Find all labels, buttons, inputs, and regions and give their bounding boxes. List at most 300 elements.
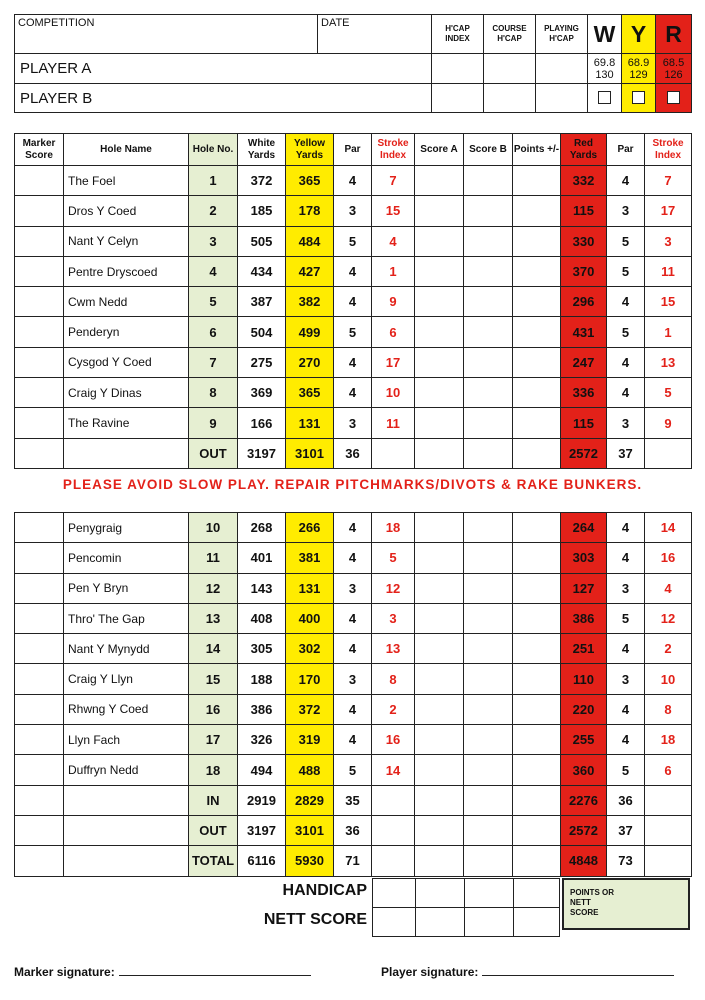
front-nine-rows [15, 166, 692, 439]
total-score-a[interactable] [415, 846, 464, 876]
handicap-score-a[interactable] [416, 879, 465, 908]
score-a-cell[interactable] [415, 573, 464, 603]
total-points[interactable] [513, 785, 561, 815]
white-yards: 275 [238, 347, 286, 377]
stroke-index: 11 [372, 408, 415, 438]
marker-score-cell[interactable] [15, 317, 64, 347]
col-score-b: Score B [464, 134, 513, 166]
white-yards: 143 [238, 573, 286, 603]
par: 5 [334, 317, 372, 347]
points-cell[interactable] [513, 725, 561, 755]
white-yards: 268 [238, 513, 286, 543]
hole-name: The Foel [64, 166, 189, 196]
player-a-course-hcap[interactable] [484, 54, 536, 84]
red-par: 3 [607, 573, 645, 603]
total-label: TOTAL [189, 846, 238, 876]
tee-yellow-checkbox-cell [622, 84, 656, 113]
total-score-b[interactable] [464, 785, 513, 815]
red-stroke-index: 9 [645, 408, 692, 438]
hole-row [15, 573, 692, 603]
red-par: 4 [607, 287, 645, 317]
red-par: 5 [607, 603, 645, 633]
total-score-a[interactable] [415, 785, 464, 815]
hole-name: Cwm Nedd [64, 287, 189, 317]
red-par: 4 [607, 543, 645, 573]
total-white-yards: 6116 [238, 846, 286, 876]
par: 4 [334, 694, 372, 724]
tee-red-letter [656, 15, 692, 54]
hole-number: 17 [189, 725, 238, 755]
player-a-playing-hcap[interactable] [536, 54, 588, 84]
nett-score-a[interactable] [416, 908, 465, 937]
red-par: 5 [607, 226, 645, 256]
red-par: 4 [607, 347, 645, 377]
hole-number: 15 [189, 664, 238, 694]
yellow-yards: 170 [286, 664, 334, 694]
hole-name: Nant Y Mynydd [64, 634, 189, 664]
score-b-cell[interactable] [464, 226, 513, 256]
out-white-yards: 3197 [238, 438, 286, 468]
red-par: 5 [607, 317, 645, 347]
par: 5 [334, 226, 372, 256]
hole-name: Pencomin [64, 543, 189, 573]
hole-number: 16 [189, 694, 238, 724]
player-signature [381, 964, 674, 979]
stroke-index: 10 [372, 378, 415, 408]
total-yellow-yards: 5930 [286, 846, 334, 876]
white-yards: 166 [238, 408, 286, 438]
points-cell[interactable] [513, 408, 561, 438]
red-yards: 303 [561, 543, 607, 573]
score-a-cell[interactable] [415, 543, 464, 573]
out-name-cell [64, 438, 189, 468]
hole-row [15, 378, 692, 408]
hole-name: Pentre Dryscoed [64, 256, 189, 286]
white-yards: 185 [238, 196, 286, 226]
score-a-cell[interactable] [415, 317, 464, 347]
hole-row [15, 347, 692, 377]
hole-row [15, 634, 692, 664]
tee-red-checkbox-cell [656, 84, 692, 113]
hole-number: 2 [189, 196, 238, 226]
score-b-cell[interactable] [464, 256, 513, 286]
score-b-cell[interactable] [464, 634, 513, 664]
total-label: IN [189, 785, 238, 815]
red-yards: 360 [561, 755, 607, 785]
col-points: Points +/- [513, 134, 561, 166]
hole-number: 1 [189, 166, 238, 196]
score-b-cell[interactable] [464, 196, 513, 226]
marker-score-cell[interactable] [15, 513, 64, 543]
red-stroke-index: 4 [645, 573, 692, 603]
score-b-cell[interactable] [464, 543, 513, 573]
total-par: 35 [334, 785, 372, 815]
red-yards: 220 [561, 694, 607, 724]
points-cell[interactable] [513, 287, 561, 317]
points-cell[interactable] [513, 317, 561, 347]
total-points[interactable] [513, 846, 561, 876]
player-header-table [14, 14, 692, 113]
playing-hcap-header: PLAYING H'CAP [536, 15, 588, 54]
red-stroke-index: 10 [645, 664, 692, 694]
hole-row [15, 513, 692, 543]
hole-number: 14 [189, 634, 238, 664]
total-score-a[interactable] [415, 815, 464, 845]
score-a-cell[interactable] [415, 196, 464, 226]
tee-red-slope: 126 [664, 68, 683, 81]
red-stroke-index: 14 [645, 513, 692, 543]
hole-number: 3 [189, 226, 238, 256]
hole-number: 8 [189, 378, 238, 408]
tee-yellow-rating [622, 54, 656, 84]
out-points[interactable] [513, 438, 561, 468]
out-label: OUT [189, 438, 238, 468]
player-b-name[interactable]: PLAYER B [15, 84, 432, 113]
hole-row [15, 603, 692, 633]
score-a-cell[interactable] [415, 408, 464, 438]
hole-name: Pen Y Bryn [64, 573, 189, 603]
points-cell[interactable] [513, 543, 561, 573]
red-yards: 127 [561, 573, 607, 603]
marker-score-cell[interactable] [15, 755, 64, 785]
score-b-cell[interactable] [464, 664, 513, 694]
tee-red-rating [656, 54, 692, 84]
score-b-cell[interactable] [464, 755, 513, 785]
tee-red-rating-value: 68.5 [662, 56, 685, 69]
points-cell[interactable] [513, 694, 561, 724]
hole-number: 12 [189, 573, 238, 603]
player-b-hcap-index[interactable] [432, 84, 484, 113]
red-yards: 264 [561, 513, 607, 543]
points-cell[interactable] [513, 634, 561, 664]
score-b-cell[interactable] [464, 603, 513, 633]
total-label: OUT [189, 815, 238, 845]
col-red-par: Par [607, 134, 645, 166]
score-b-cell[interactable] [464, 287, 513, 317]
red-stroke-index: 18 [645, 725, 692, 755]
score-b-cell[interactable] [464, 408, 513, 438]
par: 4 [334, 287, 372, 317]
red-stroke-index: 3 [645, 226, 692, 256]
score-a-cell[interactable] [415, 166, 464, 196]
white-yards: 401 [238, 543, 286, 573]
points-cell[interactable] [513, 166, 561, 196]
points-cell[interactable] [513, 755, 561, 785]
tee-red-checkbox[interactable] [667, 91, 680, 104]
tee-yellow-slope: 129 [629, 68, 648, 81]
out-marker-score[interactable] [15, 438, 64, 468]
total-row [15, 815, 692, 845]
score-a-cell[interactable] [415, 603, 464, 633]
score-b-cell[interactable] [464, 694, 513, 724]
yellow-yards: 365 [286, 166, 334, 196]
player-a-hcap-index[interactable] [432, 54, 484, 84]
competition-field[interactable] [15, 15, 318, 54]
marker-signature [14, 964, 311, 979]
stroke-index: 15 [372, 196, 415, 226]
total-red-yards: 2276 [561, 785, 607, 815]
points-cell[interactable] [513, 378, 561, 408]
hole-row [15, 408, 692, 438]
red-stroke-index: 15 [645, 287, 692, 317]
out-par: 36 [334, 438, 372, 468]
out-score-a[interactable] [415, 438, 464, 468]
hole-row [15, 725, 692, 755]
score-a-cell[interactable] [415, 378, 464, 408]
par: 3 [334, 573, 372, 603]
nett-score-b[interactable] [465, 908, 514, 937]
yellow-yards: 302 [286, 634, 334, 664]
marker-score-cell[interactable] [15, 664, 64, 694]
out-yellow-yards: 3101 [286, 438, 334, 468]
tee-white-checkbox[interactable] [598, 91, 611, 104]
par: 4 [334, 543, 372, 573]
red-par: 4 [607, 378, 645, 408]
white-yards: 369 [238, 378, 286, 408]
score-a-cell[interactable] [415, 256, 464, 286]
yellow-yards: 178 [286, 196, 334, 226]
total-score-b[interactable] [464, 815, 513, 845]
marker-signature-line[interactable] [119, 964, 311, 976]
red-par: 4 [607, 725, 645, 755]
points-cell[interactable] [513, 664, 561, 694]
par: 4 [334, 603, 372, 633]
stroke-index: 9 [372, 287, 415, 317]
tee-yellow-letter: Y [622, 15, 656, 54]
points-cell[interactable] [513, 226, 561, 256]
total-red-yards: 2572 [561, 815, 607, 845]
total-red-par: 73 [607, 846, 645, 876]
score-b-cell[interactable] [464, 513, 513, 543]
score-a-cell[interactable] [415, 725, 464, 755]
hcap-index-header: H'CAP INDEX [432, 15, 484, 54]
hole-name: Llyn Fach [64, 725, 189, 755]
stroke-index: 8 [372, 664, 415, 694]
yellow-yards: 266 [286, 513, 334, 543]
total-row [15, 846, 692, 876]
score-b-cell[interactable] [464, 317, 513, 347]
total-red-par: 36 [607, 785, 645, 815]
stroke-index: 14 [372, 755, 415, 785]
total-yellow-yards: 2829 [286, 785, 334, 815]
player-signature-line[interactable] [482, 964, 674, 976]
player-a-name[interactable]: PLAYER A [15, 54, 432, 84]
front-nine-table [14, 133, 692, 469]
score-a-cell[interactable] [415, 755, 464, 785]
white-yards: 387 [238, 287, 286, 317]
marker-score-cell[interactable] [15, 226, 64, 256]
total-score-b[interactable] [464, 846, 513, 876]
red-yards: 330 [561, 226, 607, 256]
marker-score-cell[interactable] [15, 196, 64, 226]
tee-white-checkbox-cell [588, 84, 622, 113]
score-a-cell[interactable] [415, 634, 464, 664]
date-label: DATE [321, 17, 350, 29]
tee-white-rating-value: 69.8 [593, 56, 616, 69]
red-stroke-index: 11 [645, 256, 692, 286]
white-yards: 494 [238, 755, 286, 785]
course-hcap-header: COURSE H'CAP [484, 15, 536, 54]
total-red-yards: 4848 [561, 846, 607, 876]
total-marker-score[interactable] [15, 785, 64, 815]
yellow-yards: 131 [286, 408, 334, 438]
white-yards: 188 [238, 664, 286, 694]
competition-label: COMPETITION [18, 17, 95, 29]
col-red-stroke-index: Stroke Index [645, 134, 692, 166]
points-or-nett-score-box[interactable] [562, 878, 690, 930]
handicap-stroke-cell[interactable] [373, 879, 416, 908]
score-a-cell[interactable] [415, 694, 464, 724]
score-b-cell[interactable] [464, 378, 513, 408]
points-cell[interactable] [513, 196, 561, 226]
stroke-index: 16 [372, 725, 415, 755]
tee-white-slope: 130 [595, 68, 614, 81]
red-stroke-index: 1 [645, 317, 692, 347]
red-yards: 247 [561, 347, 607, 377]
tee-yellow-checkbox[interactable] [632, 91, 645, 104]
red-par: 3 [607, 196, 645, 226]
date-field[interactable] [318, 15, 432, 54]
red-yards: 386 [561, 603, 607, 633]
par: 5 [334, 755, 372, 785]
total-points[interactable] [513, 815, 561, 845]
handicap-points[interactable] [514, 879, 560, 908]
handicap-nett-table [372, 878, 560, 937]
par: 3 [334, 196, 372, 226]
white-yards: 372 [238, 166, 286, 196]
yellow-yards: 400 [286, 603, 334, 633]
out-score-b[interactable] [464, 438, 513, 468]
score-a-cell[interactable] [415, 513, 464, 543]
score-b-cell[interactable] [464, 166, 513, 196]
yellow-yards: 427 [286, 256, 334, 286]
hole-number: 13 [189, 603, 238, 633]
total-marker-score[interactable] [15, 815, 64, 845]
col-hole-name: Hole Name [64, 134, 189, 166]
points-cell[interactable] [513, 256, 561, 286]
marker-score-cell[interactable] [15, 378, 64, 408]
player-b-playing-hcap[interactable] [536, 84, 588, 113]
hole-number: 5 [189, 287, 238, 317]
front-out-row [15, 438, 692, 468]
hole-row [15, 166, 692, 196]
back-nine-rows [15, 513, 692, 786]
yellow-yards: 382 [286, 287, 334, 317]
column-header-row [15, 134, 692, 166]
player-b-course-hcap[interactable] [484, 84, 536, 113]
points-cell[interactable] [513, 347, 561, 377]
marker-score-cell[interactable] [15, 725, 64, 755]
marker-score-cell[interactable] [15, 256, 64, 286]
points-cell[interactable] [513, 573, 561, 603]
handicap-score-b[interactable] [465, 879, 514, 908]
hole-row [15, 287, 692, 317]
red-yards: 115 [561, 408, 607, 438]
back-nine-totals [15, 785, 692, 876]
yellow-yards: 499 [286, 317, 334, 347]
total-par: 36 [334, 815, 372, 845]
score-a-cell[interactable] [415, 226, 464, 256]
yellow-yards: 319 [286, 725, 334, 755]
red-stroke-index: 2 [645, 634, 692, 664]
stroke-index: 4 [372, 226, 415, 256]
total-red-stroke-index [645, 815, 692, 845]
marker-score-cell[interactable] [15, 166, 64, 196]
col-red-yards: Red Yards [561, 134, 607, 166]
marker-score-cell[interactable] [15, 347, 64, 377]
red-stroke-index: 12 [645, 603, 692, 633]
hole-row [15, 256, 692, 286]
points-cell[interactable] [513, 603, 561, 633]
player-signature-label: Player signature: [381, 965, 479, 979]
hole-row [15, 196, 692, 226]
red-par: 4 [607, 634, 645, 664]
col-marker-score: Marker Score [15, 134, 64, 166]
total-stroke-index [372, 785, 415, 815]
hole-name: Cysgod Y Coed [64, 347, 189, 377]
red-yards: 255 [561, 725, 607, 755]
total-marker-score[interactable] [15, 846, 64, 876]
back-nine-table [14, 512, 692, 877]
red-par: 3 [607, 408, 645, 438]
hole-number: 6 [189, 317, 238, 347]
white-yards: 408 [238, 603, 286, 633]
score-a-cell[interactable] [415, 664, 464, 694]
total-row [15, 785, 692, 815]
hole-name: Duffryn Nedd [64, 755, 189, 785]
nett-stroke-cell[interactable] [373, 908, 416, 937]
yellow-yards: 484 [286, 226, 334, 256]
total-red-stroke-index [645, 785, 692, 815]
marker-score-cell[interactable] [15, 694, 64, 724]
yellow-yards: 365 [286, 378, 334, 408]
points-box-label: POINTS OR NETT SCORE [570, 888, 615, 917]
nett-score-label: NETT SCORE [263, 911, 367, 928]
hole-number: 9 [189, 408, 238, 438]
red-par: 4 [607, 694, 645, 724]
yellow-yards: 381 [286, 543, 334, 573]
tee-white-rating [588, 54, 622, 84]
col-yellow-yards: Yellow Yards [286, 134, 334, 166]
marker-score-cell[interactable] [15, 543, 64, 573]
marker-score-cell[interactable] [15, 573, 64, 603]
score-b-cell[interactable] [464, 573, 513, 603]
col-par: Par [334, 134, 372, 166]
score-b-cell[interactable] [464, 347, 513, 377]
out-red-stroke-index [645, 438, 692, 468]
marker-score-cell[interactable] [15, 408, 64, 438]
hole-row [15, 317, 692, 347]
out-red-par: 37 [607, 438, 645, 468]
points-cell[interactable] [513, 513, 561, 543]
par: 3 [334, 408, 372, 438]
stroke-index: 1 [372, 256, 415, 286]
marker-score-cell[interactable] [15, 287, 64, 317]
hole-row [15, 694, 692, 724]
total-red-stroke-index [645, 846, 692, 876]
marker-score-cell[interactable] [15, 634, 64, 664]
white-yards: 305 [238, 634, 286, 664]
marker-score-cell[interactable] [15, 603, 64, 633]
total-stroke-index [372, 846, 415, 876]
score-a-cell[interactable] [415, 347, 464, 377]
red-par: 5 [607, 755, 645, 785]
score-a-cell[interactable] [415, 287, 464, 317]
score-b-cell[interactable] [464, 725, 513, 755]
nett-points[interactable] [514, 908, 560, 937]
red-stroke-index: 7 [645, 166, 692, 196]
red-yards: 431 [561, 317, 607, 347]
